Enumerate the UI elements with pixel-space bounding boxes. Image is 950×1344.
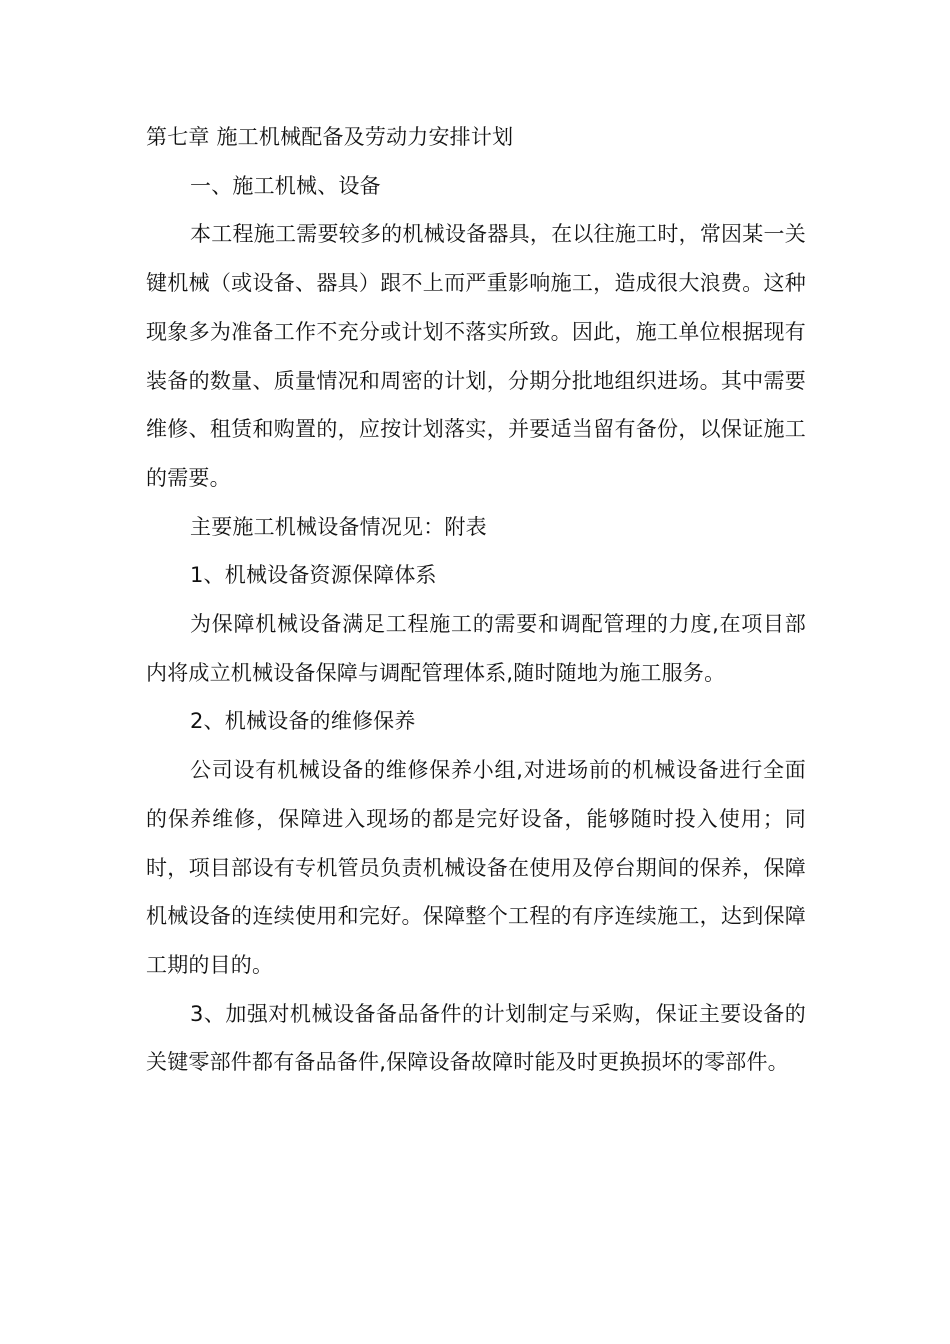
chapter-title: 第七章 施工机械配备及劳动力安排计划 — [146, 125, 514, 149]
document-body — [146, 113, 806, 1087]
subheading: 1、机械设备资源保障体系 — [190, 563, 437, 588]
paragraph: 公司设有机械设备的维修保养小组,对进场前的机械设备进行全面的保养维修，保障进入现场的都是完好设备，能够随时投入使用；同时，项目部设有专机管员负责机械设备在使用及停台期间的保养，保障机械设备的连续使用和完好。保障整个工程的有序连续施工，达到保障工期的目的。 — [146, 758, 806, 977]
section-heading: 一、施工机械、设备 — [190, 173, 381, 198]
paragraph: 为保障机械设备满足工程施工的需要和调配管理的力度,在项目部内将成立机械设备保障与调配管理体系,随时随地为施工服务。 — [146, 612, 806, 685]
paragraph: 本工程施工需要较多的机械设备器具，在以往施工时，常因某一关键机械（或设备、器具）跟不上而严重影响施工，造成很大浪费。这种现象多为准备工作不充分或计划不落实所致。因此，施工单位根据现有装备的数量、质量情况和周密的计划，分期分批地组织进场。其中需要维修、租赁和购置的，应按计划落实，并要适当留有备份，以保证施工的需要。 — [146, 222, 806, 490]
subheading: 2、机械设备的维修保养 — [190, 709, 416, 734]
equipment-reference: 主要施工机械设备情况见：附表 — [190, 514, 487, 539]
paragraph: 3、加强对机械设备备品备件的计划制定与采购，保证主要设备的关键零部件都有备品备件,保障设备故障时能及时更换损坏的零部件。 — [146, 1001, 806, 1075]
